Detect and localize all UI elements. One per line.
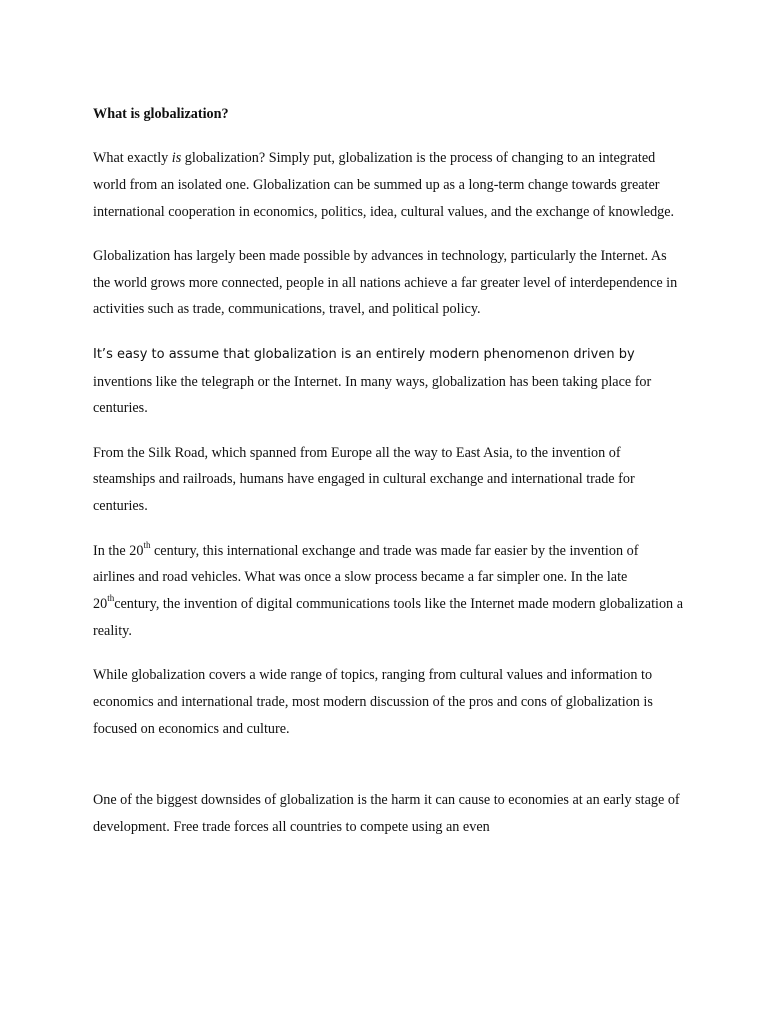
paragraph-1-text-b: globalization? Simply put, globalization is the process of changing to an integrated world from an isolated one. Globalization can be summed up as a long-term change towards greater international cooperation in economics, politics, idea, cultural values, and the exchange of knowledge.: [93, 150, 675, 220]
section-gap: [93, 760, 683, 787]
paragraph-3-text-a: It’s easy to assume that globalization is an entirely modern phenomenon driven by: [93, 346, 635, 362]
paragraph-1-emphasis: is: [171, 150, 182, 166]
paragraph-5-superscript-1: th: [143, 539, 151, 550]
paragraph-5-superscript-2: th: [107, 593, 115, 604]
paragraph-6: While globalization covers a wide range of topics, ranging from cultural values and information to economics and international trade, most modern discussion of the pros and cons of globalization is focused on economics and culture.: [93, 667, 653, 737]
paragraph-5-text-b: century, this international exchange and trade was made far easier by the invention of airlines and road vehicles. What was once a slow process became a far simpler one. In the late 20: [93, 542, 639, 613]
paragraph-3-text-b: inventions like the telegraph or the Internet. In many ways, globalization has been taking place for centuries.: [93, 373, 652, 417]
paragraph-2: Globalization has largely been made possible by advances in technology, particularly the Internet. As the world grows more connected, people in all nations achieve a far greater level of interdependence in activities such as trade, communications, travel, and political policy.: [93, 247, 678, 318]
paragraph-5: [93, 538, 683, 645]
paragraph-5-text-c: century, the invention of digital communications tools like the Internet made modern globalization a reality.: [93, 596, 683, 639]
paragraph-4: From the Silk Road, which spanned from Europe all the way to East Asia, to the invention of steamships and railroads, humans have engaged in cultural exchange and international trade for centuries.: [93, 444, 635, 515]
paragraph-7: One of the biggest downsides of globalization is the harm it can cause to economies at an early stage of development. Free trade forces all countries to compete using an even: [93, 792, 680, 835]
paragraph-5-text-a: In the 20: [93, 542, 144, 559]
document-body: [93, 103, 683, 858]
paragraph-1-text-a: What exactly: [93, 150, 172, 166]
paragraph-3: [93, 341, 683, 422]
paragraph-1: [93, 145, 683, 225]
document-heading: What is globalization?: [93, 106, 229, 122]
